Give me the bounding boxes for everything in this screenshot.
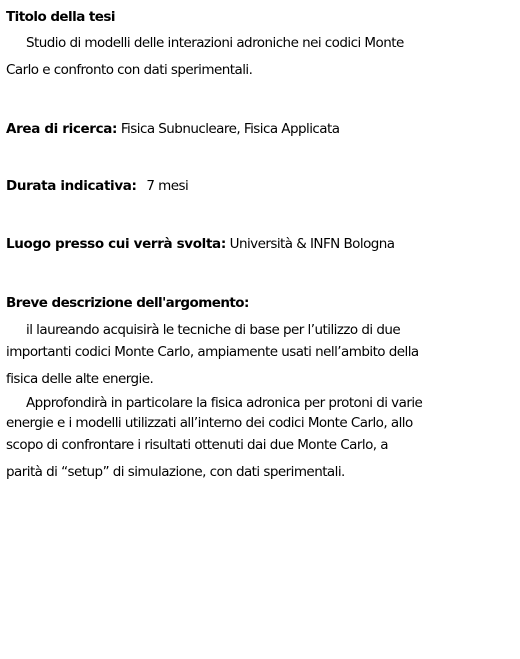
description-line-1: il laureando acquisirà le tecniche di base per l’utilizzo di due (26, 322, 401, 338)
description-line-2: importanti codici Monte Carlo, ampiamente usati nell’ambito della (6, 344, 419, 360)
research-area-label: Area di ricerca: (6, 121, 118, 137)
title-line-2: Carlo e confronto con dati sperimentali. (6, 62, 253, 78)
description-line-5: energie e i modelli utilizzati all’interno dei codici Monte Carlo, allo (6, 415, 413, 431)
title-line-1: Studio di modelli delle interazioni adroniche nei codici Monte (26, 35, 404, 51)
location-value: Università & INFN Bologna (229, 236, 395, 252)
duration-label: Durata indicativa: (6, 178, 137, 194)
description-label: Breve descrizione dell'argomento: (6, 295, 249, 311)
description-line-7: parità di “setup” di simulazione, con dati sperimentali. (6, 464, 345, 480)
duration-row (6, 178, 188, 194)
description-line-3: fisica delle alte energie. (6, 371, 154, 387)
title-label: Titolo della tesi (6, 9, 115, 25)
location-label: Luogo presso cui verrà svolta: (6, 236, 226, 252)
research-area-value: Fisica Subnucleare, Fisica Applicata (120, 121, 340, 137)
description-line-6: scopo di confrontare i risultati ottenuti dai due Monte Carlo, a (6, 437, 388, 453)
research-area-row (6, 121, 339, 137)
description-line-4: Approfondirà in particolare la fisica adronica per protoni di varie (26, 395, 423, 411)
duration-value: 7 mesi (146, 178, 189, 194)
location-row (6, 236, 395, 252)
